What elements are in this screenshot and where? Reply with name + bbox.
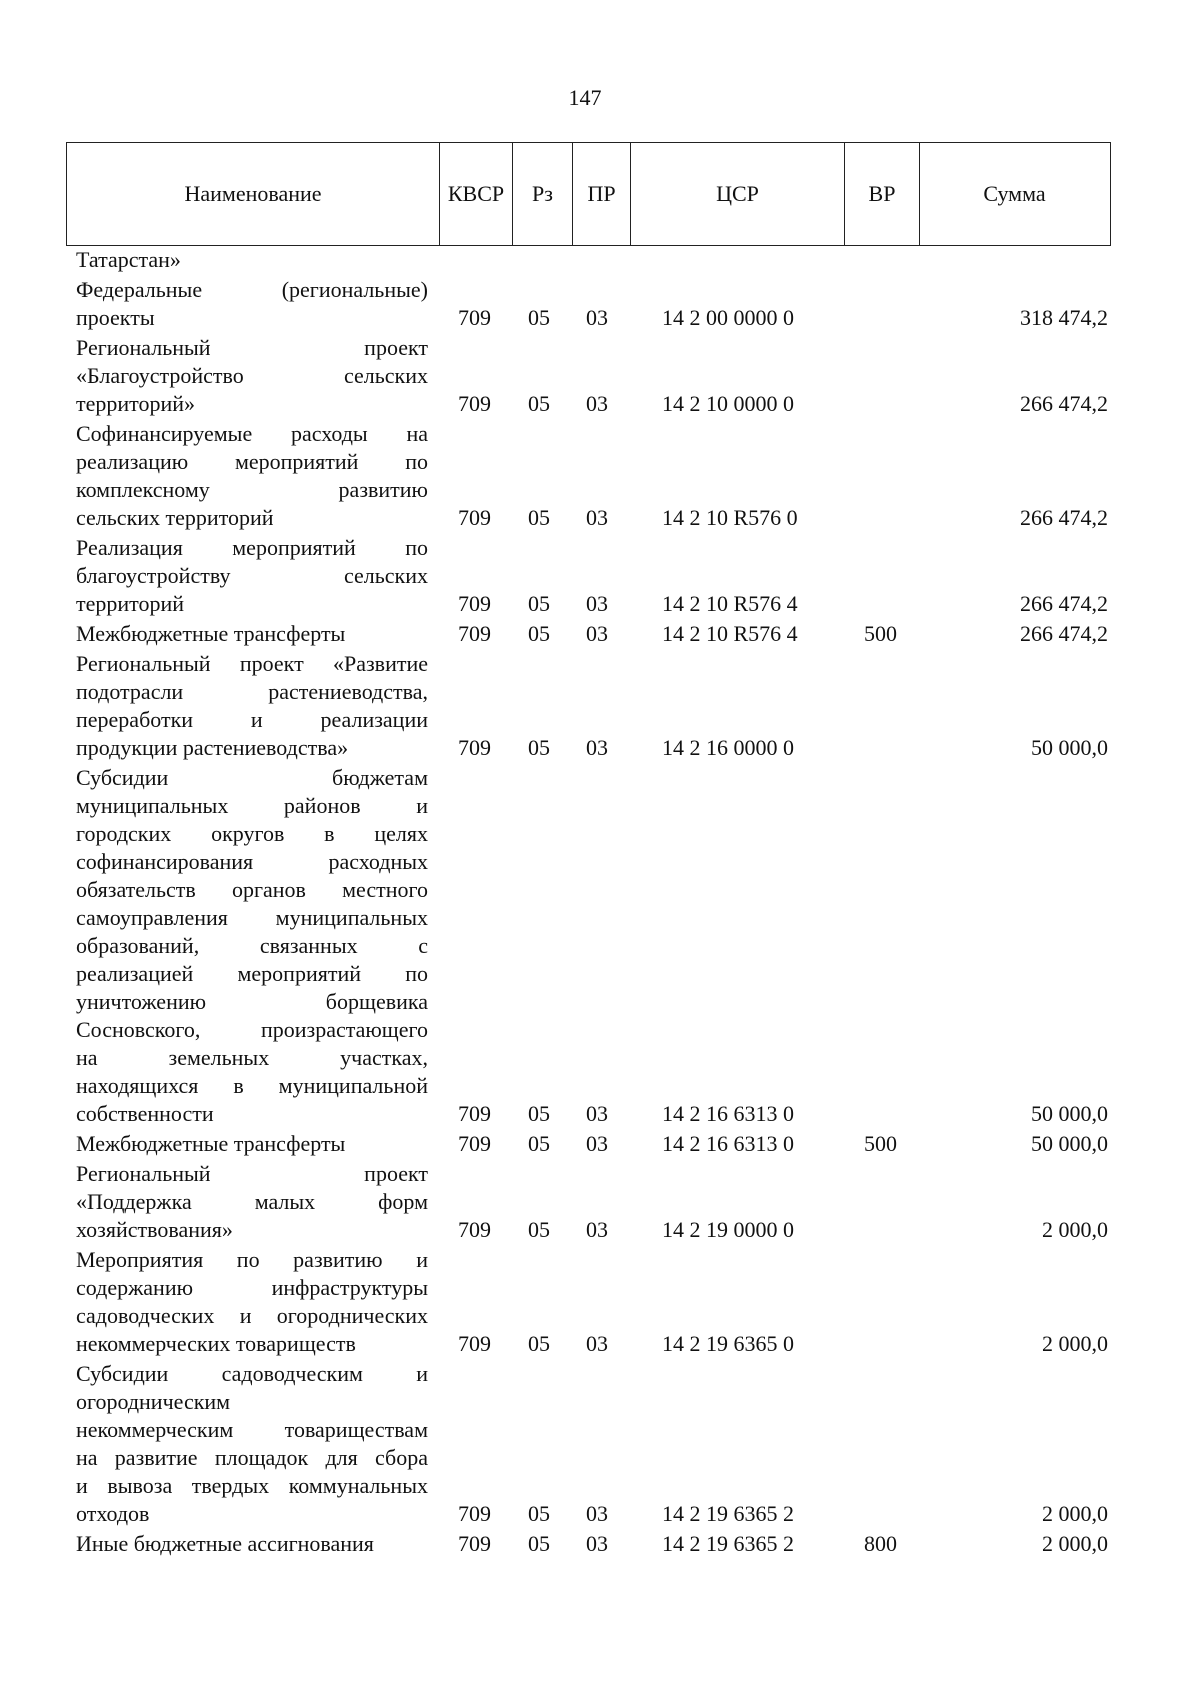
row-pr: 03 bbox=[586, 591, 608, 616]
table-header bbox=[66, 142, 1111, 246]
row-name bbox=[76, 276, 428, 332]
row-name bbox=[76, 1530, 428, 1558]
table-row bbox=[0, 420, 1200, 532]
row-name-line: уничтожению борщевика bbox=[76, 989, 428, 1014]
row-kvsr: 709 bbox=[458, 1101, 491, 1126]
row-name-line: «Поддержка малых форм bbox=[76, 1189, 428, 1214]
row-name-line: Реализация мероприятий по bbox=[76, 535, 428, 560]
row-pr: 03 bbox=[586, 505, 608, 530]
row-rz: 05 bbox=[528, 1501, 550, 1526]
row-rz: 05 bbox=[528, 1101, 550, 1126]
header-sum: Сумма bbox=[983, 181, 1046, 206]
row-kvsr: 709 bbox=[458, 305, 491, 330]
row-pr: 03 bbox=[586, 1531, 608, 1556]
row-name-line: огородническим bbox=[76, 1389, 231, 1414]
row-name-line: территорий bbox=[76, 591, 185, 616]
table-row bbox=[0, 1530, 1200, 1558]
row-kvsr: 709 bbox=[458, 591, 491, 616]
row-name-line: Субсидии садоводческим и bbox=[76, 1361, 428, 1386]
row-name-line: Межбюджетные трансферты bbox=[76, 621, 346, 646]
row-vr: 500 bbox=[864, 1131, 897, 1156]
table-row bbox=[0, 534, 1200, 618]
table-row bbox=[0, 1160, 1200, 1244]
row-name-line: самоуправления муниципальных bbox=[76, 905, 428, 930]
row-csr: 14 2 10 R576 4 bbox=[662, 621, 798, 646]
row-name-line: некоммерческих товариществ bbox=[76, 1331, 356, 1356]
row-name bbox=[76, 1360, 428, 1528]
row-name-line: муниципальных районов и bbox=[76, 793, 428, 818]
row-pr: 03 bbox=[586, 1501, 608, 1526]
row-name bbox=[76, 420, 428, 532]
table-row bbox=[0, 246, 1200, 274]
header-csr: ЦСР bbox=[631, 143, 845, 245]
row-name-line: «Благоустройство сельских bbox=[76, 363, 428, 388]
row-csr: 14 2 19 6365 0 bbox=[662, 1331, 794, 1356]
row-name-line: Сосновского, произрастающего bbox=[76, 1017, 428, 1042]
row-pr: 03 bbox=[586, 1217, 608, 1242]
row-name-line: переработки и реализации bbox=[76, 707, 428, 732]
row-name-line: Региональный проект «Развитие bbox=[76, 651, 428, 676]
row-rz: 05 bbox=[528, 305, 550, 330]
row-name-line: продукции растениеводства» bbox=[76, 735, 349, 760]
row-rz: 05 bbox=[528, 1331, 550, 1356]
row-csr: 14 2 10 R576 4 bbox=[662, 591, 798, 616]
header-pr: ПР bbox=[573, 143, 631, 245]
row-name-line: Субсидии бюджетам bbox=[76, 765, 428, 790]
row-csr: 14 2 10 0000 0 bbox=[662, 391, 794, 416]
row-name bbox=[76, 620, 428, 648]
row-kvsr: 709 bbox=[458, 621, 491, 646]
row-name-line: Мероприятия по развитию и bbox=[76, 1247, 428, 1272]
row-pr: 03 bbox=[586, 735, 608, 760]
row-sum: 266 474,2 bbox=[1020, 621, 1108, 646]
row-name bbox=[76, 334, 428, 418]
row-pr: 03 bbox=[586, 391, 608, 416]
row-vr: 800 bbox=[864, 1531, 897, 1556]
row-csr: 14 2 19 0000 0 bbox=[662, 1217, 794, 1242]
row-rz: 05 bbox=[528, 1131, 550, 1156]
row-name-line: реализацию мероприятий по bbox=[76, 449, 428, 474]
row-name-line: реализацией мероприятий по bbox=[76, 961, 428, 986]
row-pr: 03 bbox=[586, 1131, 608, 1156]
row-csr: 14 2 19 6365 2 bbox=[662, 1501, 794, 1526]
row-rz: 05 bbox=[528, 621, 550, 646]
row-kvsr: 709 bbox=[458, 735, 491, 760]
row-name bbox=[76, 764, 428, 1128]
row-name bbox=[76, 1160, 428, 1244]
row-sum: 2 000,0 bbox=[1042, 1531, 1108, 1556]
row-name-line: проекты bbox=[76, 305, 155, 330]
row-name-line: на развитие площадок для сбора bbox=[76, 1445, 428, 1470]
row-name-line: находящихся в муниципальной bbox=[76, 1073, 428, 1098]
row-rz: 05 bbox=[528, 735, 550, 760]
row-name-line: Татарстан» bbox=[76, 247, 181, 272]
row-kvsr: 709 bbox=[458, 505, 491, 530]
row-kvsr: 709 bbox=[458, 391, 491, 416]
row-sum: 50 000,0 bbox=[1031, 1131, 1108, 1156]
table-row bbox=[0, 620, 1200, 648]
row-name-line: городских округов в целях bbox=[76, 821, 428, 846]
row-name-line: некоммерческим товариществам bbox=[76, 1417, 428, 1442]
row-csr: 14 2 10 R576 0 bbox=[662, 505, 798, 530]
row-name-line: Иные бюджетные ассигнования bbox=[76, 1531, 374, 1556]
table-row bbox=[0, 1360, 1200, 1528]
row-name-line: содержанию инфраструктуры bbox=[76, 1275, 428, 1300]
row-sum: 2 000,0 bbox=[1042, 1501, 1108, 1526]
row-name-line: отходов bbox=[76, 1501, 150, 1526]
row-sum: 318 474,2 bbox=[1020, 305, 1108, 330]
table-row bbox=[0, 650, 1200, 762]
row-name-line: софинансирования расходных bbox=[76, 849, 428, 874]
row-sum: 266 474,2 bbox=[1020, 505, 1108, 530]
row-sum: 2 000,0 bbox=[1042, 1217, 1108, 1242]
row-csr: 14 2 16 6313 0 bbox=[662, 1101, 794, 1126]
row-sum: 266 474,2 bbox=[1020, 591, 1108, 616]
row-pr: 03 bbox=[586, 621, 608, 646]
row-kvsr: 709 bbox=[458, 1217, 491, 1242]
row-name bbox=[76, 246, 428, 274]
page-number: 147 bbox=[568, 85, 602, 110]
row-name-line: Региональный проект bbox=[76, 335, 428, 360]
row-name bbox=[76, 1130, 428, 1158]
row-name-line: комплексному развитию bbox=[76, 477, 428, 502]
row-csr: 14 2 16 0000 0 bbox=[662, 735, 794, 760]
row-name-line: собственности bbox=[76, 1101, 214, 1126]
table-row bbox=[0, 276, 1200, 332]
row-name-line: и вывоза твердых коммунальных bbox=[76, 1473, 428, 1498]
row-name-line: Региональный проект bbox=[76, 1161, 428, 1186]
row-name bbox=[76, 650, 428, 762]
row-name-line: образований, связанных с bbox=[76, 933, 428, 958]
row-name-line: садоводческих и огороднических bbox=[76, 1303, 428, 1328]
row-name-line: Федеральные (региональные) bbox=[76, 277, 428, 302]
row-sum: 50 000,0 bbox=[1031, 1101, 1108, 1126]
row-name-line: обязательств органов местного bbox=[76, 877, 428, 902]
row-name-line: сельских территорий bbox=[76, 505, 274, 530]
row-kvsr: 709 bbox=[458, 1501, 491, 1526]
row-sum: 2 000,0 bbox=[1042, 1331, 1108, 1356]
row-kvsr: 709 bbox=[458, 1331, 491, 1356]
row-name-line: хозяйствования» bbox=[76, 1217, 233, 1242]
row-rz: 05 bbox=[528, 391, 550, 416]
row-pr: 03 bbox=[586, 1331, 608, 1356]
row-rz: 05 bbox=[528, 591, 550, 616]
header-name: Наименование bbox=[67, 143, 440, 245]
row-name-line: благоустройству сельских bbox=[76, 563, 428, 588]
row-pr: 03 bbox=[586, 1101, 608, 1126]
header-kvsr: КВСР bbox=[440, 143, 513, 245]
row-name-line: территорий» bbox=[76, 391, 196, 416]
header-rz: Рз bbox=[513, 143, 573, 245]
row-rz: 05 bbox=[528, 1217, 550, 1242]
header-vr: ВР bbox=[845, 143, 920, 245]
row-rz: 05 bbox=[528, 505, 550, 530]
row-name-line: Софинансируемые расходы на bbox=[76, 421, 428, 446]
row-rz: 05 bbox=[528, 1531, 550, 1556]
table-body bbox=[0, 246, 1200, 1558]
row-name bbox=[76, 1246, 428, 1358]
row-sum: 266 474,2 bbox=[1020, 391, 1108, 416]
row-csr: 14 2 19 6365 2 bbox=[662, 1531, 794, 1556]
table-row bbox=[0, 334, 1200, 418]
table-row bbox=[0, 1130, 1200, 1158]
row-kvsr: 709 bbox=[458, 1531, 491, 1556]
row-vr: 500 bbox=[864, 621, 897, 646]
row-name-line: подотрасли растениеводства, bbox=[76, 679, 428, 704]
row-kvsr: 709 bbox=[458, 1131, 491, 1156]
row-csr: 14 2 16 6313 0 bbox=[662, 1131, 794, 1156]
row-sum: 50 000,0 bbox=[1031, 735, 1108, 760]
row-name-line: на земельных участках, bbox=[76, 1045, 428, 1070]
row-pr: 03 bbox=[586, 305, 608, 330]
table-row bbox=[0, 1246, 1200, 1358]
row-csr: 14 2 00 0000 0 bbox=[662, 305, 794, 330]
row-name bbox=[76, 534, 428, 618]
table-row bbox=[0, 764, 1200, 1128]
row-name-line: Межбюджетные трансферты bbox=[76, 1131, 346, 1156]
